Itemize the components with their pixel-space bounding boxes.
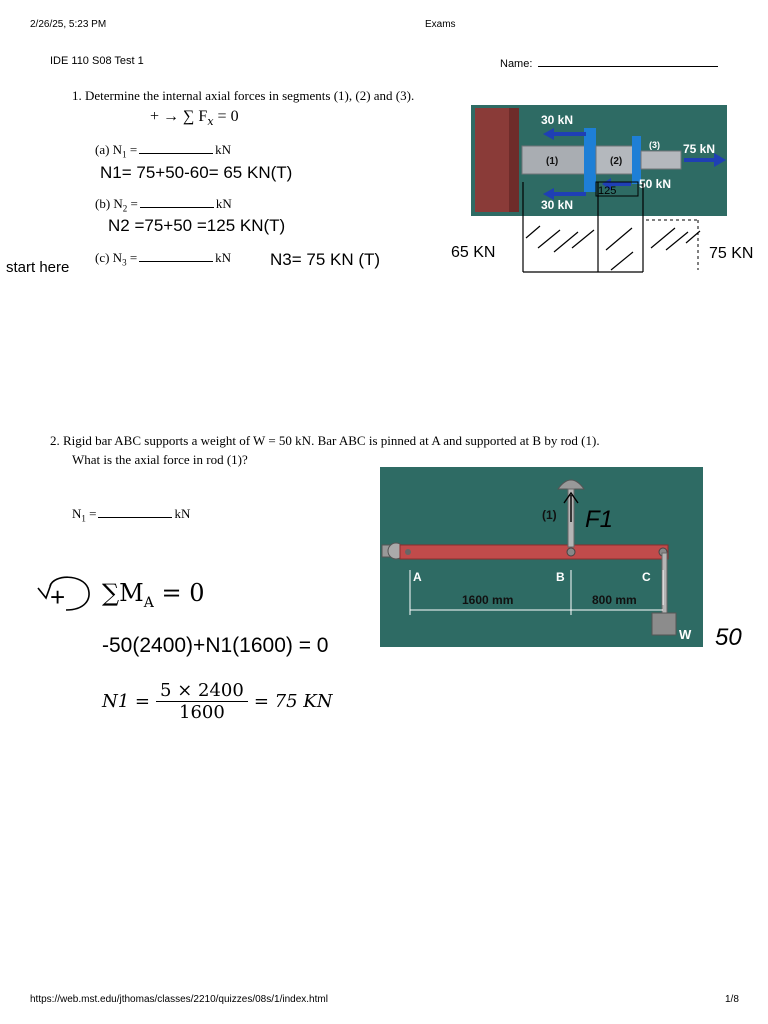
q1-b-eq: = bbox=[127, 196, 138, 211]
q2-n1-row bbox=[72, 505, 190, 524]
q2-moment-sum: ∑M bbox=[102, 579, 144, 607]
q1-segment-3-shaft bbox=[641, 151, 681, 169]
q1-hand-125: 125 bbox=[598, 185, 617, 197]
q1-b-label: (b) N bbox=[95, 196, 123, 211]
q1-label-seg3: (3) bbox=[649, 140, 660, 150]
start-here-note: start here bbox=[6, 259, 70, 276]
name-blank bbox=[538, 55, 718, 67]
q2-n1-label: N bbox=[72, 506, 82, 521]
q1-b-unit: kN bbox=[215, 196, 232, 211]
q2-equation2: -50(2400)+N1(1600) = 0 bbox=[102, 634, 329, 657]
name-label: Name: bbox=[500, 58, 533, 70]
q2-result-fraction bbox=[156, 680, 248, 723]
q1-c-eq: = bbox=[126, 250, 138, 265]
q1-shaft-figure bbox=[446, 98, 768, 280]
q1-hand-75kn: 75 KN bbox=[709, 245, 754, 262]
q2-n1-eq: = bbox=[85, 506, 97, 521]
q1-equation-main: + → ∑ F bbox=[150, 108, 208, 125]
q1-wall bbox=[475, 108, 509, 212]
q2-result-den: 1600 bbox=[179, 702, 225, 723]
print-datetime: 2/26/25, 5:23 PM bbox=[30, 19, 107, 30]
q2-moment-rhs: = 0 bbox=[153, 579, 205, 607]
q2-moment-equation bbox=[102, 579, 204, 611]
footer-page: 1/8 bbox=[725, 994, 739, 1005]
q1-equation bbox=[150, 108, 239, 128]
q1-answer-c: N3= 75 KN (T) bbox=[270, 250, 381, 269]
print-title: Exams bbox=[425, 19, 456, 30]
q1-hand-65kn: 65 KN bbox=[451, 244, 496, 261]
q1-b-row bbox=[95, 195, 232, 214]
q2-result bbox=[102, 680, 332, 723]
q2-rigid-bar bbox=[400, 545, 668, 559]
q2-prompt-line2: What is the axial force in rod (1)? bbox=[72, 452, 248, 467]
q2-bar-figure bbox=[380, 467, 768, 657]
q2-n1-sub: 1 bbox=[81, 513, 86, 524]
q2-result-rhs: = 75 KN bbox=[253, 691, 333, 712]
q2-hand-f1: F1 bbox=[585, 506, 614, 533]
q1-a-label: (a) N bbox=[95, 142, 123, 157]
q1-b-sub: 2 bbox=[122, 203, 128, 214]
ccw-positive-sign-icon bbox=[28, 566, 100, 614]
q1-c-row bbox=[95, 249, 231, 268]
q1-equation-rhs: = 0 bbox=[213, 108, 239, 125]
q2-prompt-line1: 2. Rigid bar ABC supports a weight of W = 50 kN. Bar ABC is pinned at A and supported at B by rod (1). bbox=[50, 433, 600, 448]
q2-label-rod: (1) bbox=[542, 508, 557, 522]
q2-hand-50: 50 bbox=[715, 624, 742, 651]
q1-prompt: 1. Determine the internal axial forces in segments (1), (2) and (3). bbox=[72, 88, 415, 103]
q1-a-row bbox=[95, 141, 231, 160]
q1-answer-a: N1= 75+50-60= 65 KN(T) bbox=[100, 163, 293, 182]
q1-label-30-bottom: 30 kN bbox=[541, 198, 574, 212]
q1-wall-face bbox=[509, 108, 519, 212]
q2-moment-sub: A bbox=[143, 594, 154, 611]
q2-dim-ab: 1600 mm bbox=[462, 593, 514, 607]
q1-collar-1 bbox=[584, 128, 596, 192]
q1-c-blank bbox=[139, 249, 213, 262]
q1-c-unit: kN bbox=[215, 250, 232, 265]
q1-c-label: (c) N bbox=[95, 250, 123, 265]
q2-label-a: A bbox=[413, 570, 422, 584]
q2-result-num: 5 × 2400 bbox=[156, 680, 248, 702]
q2-label-c: C bbox=[642, 570, 651, 584]
q1-answer-b: N2 =75+50 =125 KN(T) bbox=[108, 216, 286, 235]
q1-a-unit: kN bbox=[215, 142, 232, 157]
q1-a-blank bbox=[139, 141, 213, 154]
q1-hatching bbox=[526, 226, 700, 270]
plus-sign: + bbox=[50, 582, 66, 612]
q1-a-eq: = bbox=[126, 142, 138, 157]
q2-dim-bc: 800 mm bbox=[592, 593, 637, 607]
q1-label-seg2: (2) bbox=[610, 156, 623, 167]
name-field bbox=[500, 55, 718, 70]
q2-weight bbox=[652, 613, 676, 635]
q1-label-75: 75 kN bbox=[683, 142, 716, 156]
q2-label-w: W bbox=[679, 627, 692, 642]
q1-a-sub: 1 bbox=[122, 149, 127, 160]
course-code: IDE 110 S08 Test 1 bbox=[50, 55, 144, 67]
q1-label-seg1: (1) bbox=[546, 156, 559, 167]
q2-label-b: B bbox=[556, 570, 565, 584]
q1-label-50: 50 kN bbox=[639, 177, 672, 191]
q1-equation-sub: x bbox=[207, 115, 214, 129]
footer-url: https://web.mst.edu/jthomas/classes/2210/quizzes/08s/1/index.html bbox=[30, 994, 328, 1005]
q1-label-30-top: 30 kN bbox=[541, 113, 574, 127]
q1-b-blank bbox=[140, 195, 214, 208]
q2-result-lhs: N1 = bbox=[102, 691, 151, 712]
q2-n1-blank bbox=[98, 505, 172, 518]
q2-n1-unit: kN bbox=[174, 506, 191, 521]
q1-c-sub: 3 bbox=[122, 257, 127, 268]
